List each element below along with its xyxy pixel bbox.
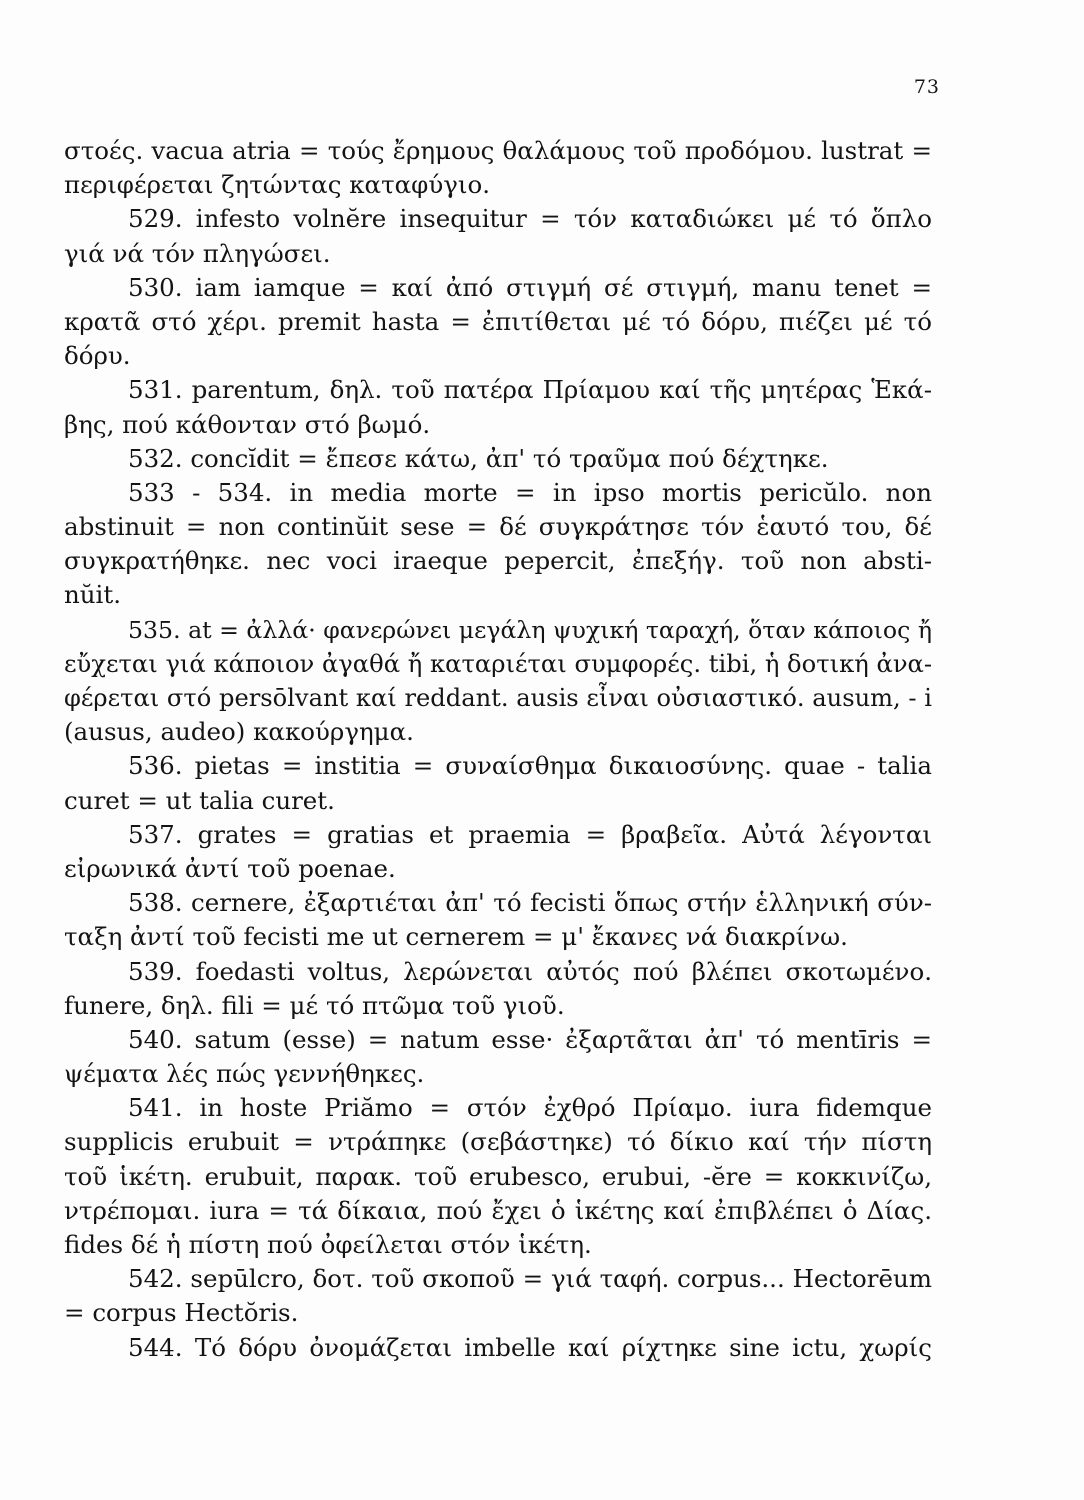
text-line: 544. Τό δόρυ ὀνομάζεται imbelle καί ρίχτηκε sine ictu, χωρίς bbox=[128, 1332, 932, 1362]
text-line: 535. at = ἀλλά· φανερώνει μεγάλη ψυχική ταραχή, ὅταν κάποιος ἤ bbox=[128, 615, 932, 644]
text-line: supplicis erubuit = ντράπηκε (σεβάστηκε) τό δίκιο καί τήν πίστη bbox=[64, 1127, 932, 1157]
text-line: ταξη ἀντί τοῦ fecisti me ut cernerem = μ' ἔκανες νά διακρίνω. bbox=[64, 922, 848, 952]
text-line: fides δέ ἡ πίστη πού ὀφείλεται στόν ἱκέτη. bbox=[64, 1230, 592, 1259]
text-line: φέρεται στό persōlvant καί reddant. ausis εἶναι οὐσιαστικό. ausum, - i bbox=[64, 684, 932, 712]
text-line: 532. concĭdit = ἔπεσε κάτω, ἀπ' τό τραῦμα πού δέχτηκε. bbox=[128, 443, 829, 473]
text-line: 531. parentum, δηλ. τοῦ πατέρα Πρίαμου καί τῆς μητέρας Ἑκά- bbox=[128, 375, 932, 405]
text-line: κρατᾶ στό χέρι. premit hasta = ἐπιτίθεται μέ τό δόρυ, πιέζει μέ τό bbox=[64, 306, 932, 336]
text-line: περιφέρεται ζητώντας καταφύγιο. bbox=[64, 170, 491, 200]
page-number: 73 bbox=[913, 76, 940, 98]
text-line: funere, δηλ. fili = μέ τό πτῶμα τοῦ γιοῦ. bbox=[64, 990, 565, 1020]
text-line: συγκρατήθηκε. nec voci iraeque pepercit, ἐπεξήγ. τοῦ non absti- bbox=[64, 546, 932, 576]
text-line: στοές. vacua atria = τούς ἔρημους θαλάμους τοῦ προδόμου. lustrat = bbox=[64, 136, 932, 165]
text-line: 529. infesto volnĕre insequitur = τόν καταδιώκει μέ τό ὅπλο bbox=[128, 204, 932, 234]
text-line: nŭit. bbox=[64, 580, 122, 610]
text-line: curet = ut talia curet. bbox=[64, 785, 335, 815]
text-line: 541. in hoste Priămo = στόν ἐχθρό Πρίαμο. iura fidemque bbox=[128, 1093, 932, 1123]
text-line: = corpus Hectŏris. bbox=[64, 1298, 299, 1328]
text-line: ντρέπομαι. iura = τά δίκαια, πού ἔχει ὁ ἱκέτης καί ἐπιβλέπει ὁ Δίας. bbox=[64, 1195, 932, 1225]
text-line: γιά νά τόν πληγώσει. bbox=[64, 238, 331, 268]
text-line: 536. pietas = institia = συναίσθημα δικαιοσύνης. quae - talia bbox=[128, 751, 932, 781]
text-line: (ausus, audeo) κακούργημα. bbox=[64, 717, 414, 747]
text-line: 537. grates = gratias et praemia = βραβεῖα. Αὐτά λέγονται bbox=[128, 819, 932, 849]
text-line: εἰρωνικά ἀντί τοῦ poenae. bbox=[64, 853, 396, 883]
text-line: 539. foedasti voltus, λερώνεται αὐτός πού βλέπει σκοτωμένο. bbox=[128, 956, 932, 986]
text-line: ψέματα λές πώς γεννήθηκες. bbox=[64, 1059, 425, 1089]
text-line: 538. cernere, ἐξαρτιέται ἀπ' τό fecisti ὅπως στήν ἑλληνική σύν- bbox=[128, 888, 932, 918]
text-line: 542. sepūlcro, δοτ. τοῦ σκοποῦ = γιά ταφή. corpus... Hectorēum bbox=[128, 1264, 932, 1294]
text-line: 540. satum (esse) = natum esse· ἐξαρτᾶται ἀπ' τό mentīris = bbox=[128, 1024, 932, 1054]
text-line: βης, πού κάθονταν στό βωμό. bbox=[64, 409, 431, 439]
text-line: 533 - 534. in media morte = in ipso mortis pericŭlo. non bbox=[128, 477, 932, 507]
text-line: εὔχεται γιά κάποιον ἀγαθά ἤ καταριέται συμφορές. tibi, ἡ δοτική ἀνα- bbox=[64, 649, 933, 678]
text-line: δόρυ. bbox=[64, 341, 131, 371]
commentary-text bbox=[64, 134, 932, 1365]
text-line: 530. iam iamque = καί ἀπό στιγμή σέ στιγμή, manu tenet = bbox=[128, 272, 932, 302]
text-line: abstinuit = non continŭit sese = δέ συγκράτησε τόν ἑαυτό του, δέ bbox=[64, 512, 932, 542]
text-line: τοῦ ἱκέτη. erubuit, παρακ. τοῦ erubesco, erubui, -ĕre = κοκκινίζω, bbox=[64, 1161, 932, 1191]
